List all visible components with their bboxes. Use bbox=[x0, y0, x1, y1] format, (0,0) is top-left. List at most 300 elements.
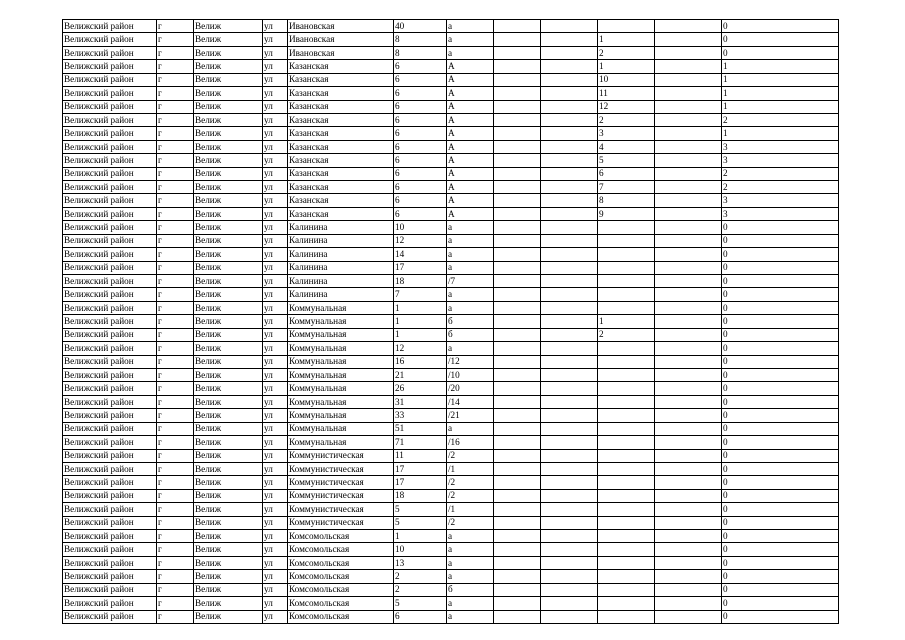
table-row bbox=[63, 436, 839, 449]
district-cell: Велижский район bbox=[63, 489, 157, 502]
building-cell bbox=[494, 248, 541, 261]
settlement-cell: Велиж bbox=[194, 20, 263, 33]
house-suffix-cell: а bbox=[447, 610, 494, 623]
block-cell bbox=[541, 100, 598, 113]
street-cell: Коммунальная bbox=[288, 409, 394, 422]
house-suffix-cell: А bbox=[447, 60, 494, 73]
street-type-cell: ул bbox=[263, 422, 288, 435]
street-type-cell: ул bbox=[263, 503, 288, 516]
house-number-cell: 6 bbox=[394, 87, 447, 100]
settlement-cell: Велиж bbox=[194, 275, 263, 288]
room-cell bbox=[655, 570, 722, 583]
house-number-cell: 6 bbox=[394, 194, 447, 207]
apartment-cell: 12 bbox=[598, 100, 655, 113]
table-row bbox=[63, 194, 839, 207]
district-cell: Велижский район bbox=[63, 194, 157, 207]
block-cell bbox=[541, 275, 598, 288]
count-cell: 0 bbox=[722, 395, 839, 408]
building-cell bbox=[494, 462, 541, 475]
settlement-cell: Велиж bbox=[194, 476, 263, 489]
house-number-cell: 18 bbox=[394, 275, 447, 288]
street-type-cell: ул bbox=[263, 127, 288, 140]
table-row bbox=[63, 154, 839, 167]
room-cell bbox=[655, 100, 722, 113]
room-cell bbox=[655, 87, 722, 100]
house-number-cell: 17 bbox=[394, 462, 447, 475]
room-cell bbox=[655, 194, 722, 207]
house-number-cell: 17 bbox=[394, 261, 447, 274]
apartment-cell bbox=[598, 610, 655, 623]
house-number-cell: 18 bbox=[394, 489, 447, 502]
settlement-type-cell: г bbox=[157, 422, 194, 435]
settlement-cell: Велиж bbox=[194, 73, 263, 86]
apartment-cell bbox=[598, 516, 655, 529]
street-type-cell: ул bbox=[263, 140, 288, 153]
settlement-type-cell: г bbox=[157, 288, 194, 301]
house-number-cell: 6 bbox=[394, 127, 447, 140]
table-row bbox=[63, 530, 839, 543]
building-cell bbox=[494, 167, 541, 180]
table-row bbox=[63, 597, 839, 610]
building-cell bbox=[494, 516, 541, 529]
street-cell: Казанская bbox=[288, 167, 394, 180]
settlement-type-cell: г bbox=[157, 583, 194, 596]
building-cell bbox=[494, 234, 541, 247]
building-cell bbox=[494, 610, 541, 623]
block-cell bbox=[541, 503, 598, 516]
settlement-type-cell: г bbox=[157, 194, 194, 207]
street-cell: Комсомольская bbox=[288, 530, 394, 543]
apartment-cell bbox=[598, 395, 655, 408]
block-cell bbox=[541, 87, 598, 100]
street-type-cell: ул bbox=[263, 315, 288, 328]
room-cell bbox=[655, 368, 722, 381]
settlement-cell: Велиж bbox=[194, 248, 263, 261]
house-suffix-cell: /1 bbox=[447, 503, 494, 516]
house-number-cell: 2 bbox=[394, 583, 447, 596]
block-cell bbox=[541, 181, 598, 194]
building-cell bbox=[494, 181, 541, 194]
street-type-cell: ул bbox=[263, 476, 288, 489]
apartment-cell bbox=[598, 20, 655, 33]
settlement-type-cell: г bbox=[157, 140, 194, 153]
street-cell: Комсомольская bbox=[288, 570, 394, 583]
settlement-type-cell: г bbox=[157, 530, 194, 543]
building-cell bbox=[494, 489, 541, 502]
block-cell bbox=[541, 543, 598, 556]
house-number-cell: 6 bbox=[394, 73, 447, 86]
address-table bbox=[62, 19, 839, 624]
district-cell: Велижский район bbox=[63, 33, 157, 46]
settlement-type-cell: г bbox=[157, 167, 194, 180]
settlement-cell: Велиж bbox=[194, 181, 263, 194]
street-cell: Комсомольская bbox=[288, 583, 394, 596]
settlement-cell: Велиж bbox=[194, 503, 263, 516]
block-cell bbox=[541, 556, 598, 569]
apartment-cell: 3 bbox=[598, 127, 655, 140]
block-cell bbox=[541, 33, 598, 46]
settlement-type-cell: г bbox=[157, 503, 194, 516]
street-type-cell: ул bbox=[263, 234, 288, 247]
apartment-cell bbox=[598, 570, 655, 583]
block-cell bbox=[541, 73, 598, 86]
building-cell bbox=[494, 73, 541, 86]
apartment-cell bbox=[598, 409, 655, 422]
room-cell bbox=[655, 315, 722, 328]
street-type-cell: ул bbox=[263, 221, 288, 234]
district-cell: Велижский район bbox=[63, 221, 157, 234]
count-cell: 0 bbox=[722, 20, 839, 33]
block-cell bbox=[541, 409, 598, 422]
street-cell: Казанская bbox=[288, 87, 394, 100]
apartment-cell bbox=[598, 436, 655, 449]
district-cell: Велижский район bbox=[63, 368, 157, 381]
house-suffix-cell: А bbox=[447, 167, 494, 180]
room-cell bbox=[655, 436, 722, 449]
settlement-type-cell: г bbox=[157, 315, 194, 328]
building-cell bbox=[494, 382, 541, 395]
street-type-cell: ул bbox=[263, 610, 288, 623]
district-cell: Велижский район bbox=[63, 597, 157, 610]
count-cell: 0 bbox=[722, 368, 839, 381]
table-row bbox=[63, 610, 839, 623]
street-cell: Казанская bbox=[288, 127, 394, 140]
settlement-type-cell: г bbox=[157, 476, 194, 489]
count-cell: 0 bbox=[722, 570, 839, 583]
street-cell: Казанская bbox=[288, 140, 394, 153]
room-cell bbox=[655, 610, 722, 623]
house-suffix-cell: а bbox=[447, 301, 494, 314]
house-suffix-cell: а bbox=[447, 597, 494, 610]
building-cell bbox=[494, 583, 541, 596]
street-type-cell: ул bbox=[263, 154, 288, 167]
room-cell bbox=[655, 127, 722, 140]
settlement-cell: Велиж bbox=[194, 154, 263, 167]
house-number-cell: 31 bbox=[394, 395, 447, 408]
count-cell: 3 bbox=[722, 194, 839, 207]
table-row bbox=[63, 516, 839, 529]
settlement-type-cell: г bbox=[157, 462, 194, 475]
room-cell bbox=[655, 207, 722, 220]
settlement-cell: Велиж bbox=[194, 207, 263, 220]
table-row bbox=[63, 395, 839, 408]
room-cell bbox=[655, 530, 722, 543]
street-cell: Коммунальная bbox=[288, 382, 394, 395]
street-cell: Коммунистическая bbox=[288, 503, 394, 516]
settlement-type-cell: г bbox=[157, 46, 194, 59]
table-row bbox=[63, 503, 839, 516]
room-cell bbox=[655, 422, 722, 435]
room-cell bbox=[655, 46, 722, 59]
house-suffix-cell: /16 bbox=[447, 436, 494, 449]
settlement-cell: Велиж bbox=[194, 368, 263, 381]
table-row bbox=[63, 382, 839, 395]
street-cell: Коммунистическая bbox=[288, 476, 394, 489]
house-suffix-cell: а bbox=[447, 530, 494, 543]
district-cell: Велижский район bbox=[63, 288, 157, 301]
street-type-cell: ул bbox=[263, 60, 288, 73]
count-cell: 1 bbox=[722, 60, 839, 73]
house-suffix-cell: а bbox=[447, 342, 494, 355]
house-suffix-cell: б bbox=[447, 315, 494, 328]
settlement-cell: Велиж bbox=[194, 288, 263, 301]
district-cell: Велижский район bbox=[63, 342, 157, 355]
district-cell: Велижский район bbox=[63, 315, 157, 328]
apartment-cell bbox=[598, 543, 655, 556]
street-type-cell: ул bbox=[263, 100, 288, 113]
block-cell bbox=[541, 288, 598, 301]
room-cell bbox=[655, 301, 722, 314]
building-cell bbox=[494, 154, 541, 167]
settlement-type-cell: г bbox=[157, 368, 194, 381]
street-type-cell: ул bbox=[263, 113, 288, 126]
district-cell: Велижский район bbox=[63, 181, 157, 194]
building-cell bbox=[494, 436, 541, 449]
apartment-cell bbox=[598, 368, 655, 381]
block-cell bbox=[541, 368, 598, 381]
table-row bbox=[63, 543, 839, 556]
street-type-cell: ул bbox=[263, 368, 288, 381]
house-suffix-cell: а bbox=[447, 20, 494, 33]
settlement-cell: Велиж bbox=[194, 409, 263, 422]
apartment-cell: 1 bbox=[598, 60, 655, 73]
room-cell bbox=[655, 140, 722, 153]
table-row bbox=[63, 583, 839, 596]
settlement-type-cell: г bbox=[157, 409, 194, 422]
house-number-cell: 1 bbox=[394, 315, 447, 328]
room-cell bbox=[655, 288, 722, 301]
district-cell: Велижский район bbox=[63, 127, 157, 140]
apartment-cell: 1 bbox=[598, 33, 655, 46]
apartment-cell: 1 bbox=[598, 315, 655, 328]
count-cell: 0 bbox=[722, 516, 839, 529]
room-cell bbox=[655, 221, 722, 234]
district-cell: Велижский район bbox=[63, 140, 157, 153]
house-suffix-cell: А bbox=[447, 154, 494, 167]
street-cell: Калинина bbox=[288, 234, 394, 247]
settlement-cell: Велиж bbox=[194, 382, 263, 395]
count-cell: 0 bbox=[722, 382, 839, 395]
block-cell bbox=[541, 489, 598, 502]
building-cell bbox=[494, 33, 541, 46]
room-cell bbox=[655, 503, 722, 516]
house-suffix-cell: а bbox=[447, 288, 494, 301]
settlement-cell: Велиж bbox=[194, 167, 263, 180]
street-type-cell: ул bbox=[263, 583, 288, 596]
street-type-cell: ул bbox=[263, 248, 288, 261]
count-cell: 1 bbox=[722, 127, 839, 140]
house-number-cell: 21 bbox=[394, 368, 447, 381]
house-suffix-cell: А bbox=[447, 113, 494, 126]
street-cell: Комсомольская bbox=[288, 610, 394, 623]
count-cell: 2 bbox=[722, 167, 839, 180]
building-cell bbox=[494, 597, 541, 610]
district-cell: Велижский район bbox=[63, 167, 157, 180]
district-cell: Велижский район bbox=[63, 248, 157, 261]
street-type-cell: ул bbox=[263, 355, 288, 368]
house-suffix-cell: /2 bbox=[447, 489, 494, 502]
street-cell: Коммунальная bbox=[288, 436, 394, 449]
district-cell: Велижский район bbox=[63, 20, 157, 33]
district-cell: Велижский район bbox=[63, 409, 157, 422]
street-type-cell: ул bbox=[263, 556, 288, 569]
count-cell: 0 bbox=[722, 315, 839, 328]
room-cell bbox=[655, 556, 722, 569]
house-number-cell: 1 bbox=[394, 328, 447, 341]
settlement-cell: Велиж bbox=[194, 100, 263, 113]
street-type-cell: ул bbox=[263, 261, 288, 274]
settlement-cell: Велиж bbox=[194, 355, 263, 368]
street-type-cell: ул bbox=[263, 73, 288, 86]
table-row bbox=[63, 207, 839, 220]
street-type-cell: ул bbox=[263, 530, 288, 543]
count-cell: 2 bbox=[722, 113, 839, 126]
building-cell bbox=[494, 570, 541, 583]
settlement-cell: Велиж bbox=[194, 489, 263, 502]
street-type-cell: ул bbox=[263, 516, 288, 529]
house-suffix-cell: /1 bbox=[447, 462, 494, 475]
house-number-cell: 6 bbox=[394, 154, 447, 167]
count-cell: 0 bbox=[722, 33, 839, 46]
table-row bbox=[63, 355, 839, 368]
house-suffix-cell: /20 bbox=[447, 382, 494, 395]
building-cell bbox=[494, 530, 541, 543]
district-cell: Велижский район bbox=[63, 556, 157, 569]
district-cell: Велижский район bbox=[63, 543, 157, 556]
settlement-type-cell: г bbox=[157, 234, 194, 247]
table-row bbox=[63, 261, 839, 274]
building-cell bbox=[494, 207, 541, 220]
street-type-cell: ул bbox=[263, 33, 288, 46]
apartment-cell: 8 bbox=[598, 194, 655, 207]
street-type-cell: ул bbox=[263, 409, 288, 422]
apartment-cell bbox=[598, 503, 655, 516]
apartment-cell: 5 bbox=[598, 154, 655, 167]
block-cell bbox=[541, 60, 598, 73]
table-row bbox=[63, 275, 839, 288]
block-cell bbox=[541, 261, 598, 274]
table-row bbox=[63, 368, 839, 381]
building-cell bbox=[494, 422, 541, 435]
street-type-cell: ул bbox=[263, 395, 288, 408]
building-cell bbox=[494, 342, 541, 355]
house-number-cell: 5 bbox=[394, 597, 447, 610]
settlement-cell: Велиж bbox=[194, 194, 263, 207]
count-cell: 3 bbox=[722, 154, 839, 167]
house-suffix-cell: а bbox=[447, 543, 494, 556]
house-suffix-cell: /21 bbox=[447, 409, 494, 422]
table-row bbox=[63, 462, 839, 475]
settlement-type-cell: г bbox=[157, 261, 194, 274]
settlement-type-cell: г bbox=[157, 73, 194, 86]
count-cell: 0 bbox=[722, 248, 839, 261]
table-row bbox=[63, 248, 839, 261]
table-row bbox=[63, 342, 839, 355]
house-number-cell: 11 bbox=[394, 449, 447, 462]
settlement-cell: Велиж bbox=[194, 301, 263, 314]
table-row bbox=[63, 422, 839, 435]
block-cell bbox=[541, 342, 598, 355]
settlement-type-cell: г bbox=[157, 597, 194, 610]
apartment-cell bbox=[598, 422, 655, 435]
building-cell bbox=[494, 261, 541, 274]
settlement-cell: Велиж bbox=[194, 113, 263, 126]
room-cell bbox=[655, 248, 722, 261]
house-suffix-cell: /2 bbox=[447, 449, 494, 462]
house-suffix-cell: А bbox=[447, 100, 494, 113]
house-number-cell: 6 bbox=[394, 100, 447, 113]
block-cell bbox=[541, 127, 598, 140]
room-cell bbox=[655, 154, 722, 167]
table-row bbox=[63, 46, 839, 59]
house-number-cell: 1 bbox=[394, 301, 447, 314]
district-cell: Велижский район bbox=[63, 462, 157, 475]
block-cell bbox=[541, 570, 598, 583]
street-type-cell: ул bbox=[263, 597, 288, 610]
settlement-type-cell: г bbox=[157, 60, 194, 73]
table-row bbox=[63, 221, 839, 234]
table-row bbox=[63, 288, 839, 301]
apartment-cell bbox=[598, 476, 655, 489]
district-cell: Велижский район bbox=[63, 395, 157, 408]
block-cell bbox=[541, 449, 598, 462]
apartment-cell: 2 bbox=[598, 328, 655, 341]
count-cell: 0 bbox=[722, 449, 839, 462]
settlement-type-cell: г bbox=[157, 275, 194, 288]
room-cell bbox=[655, 73, 722, 86]
count-cell: 0 bbox=[722, 409, 839, 422]
count-cell: 1 bbox=[722, 87, 839, 100]
apartment-cell: 9 bbox=[598, 207, 655, 220]
settlement-cell: Велиж bbox=[194, 597, 263, 610]
apartment-cell: 2 bbox=[598, 46, 655, 59]
street-cell: Калинина bbox=[288, 288, 394, 301]
count-cell: 0 bbox=[722, 342, 839, 355]
street-type-cell: ул bbox=[263, 436, 288, 449]
apartment-cell bbox=[598, 261, 655, 274]
street-type-cell: ул bbox=[263, 382, 288, 395]
street-cell: Коммунальная bbox=[288, 395, 394, 408]
apartment-cell bbox=[598, 234, 655, 247]
street-type-cell: ул bbox=[263, 449, 288, 462]
table-row bbox=[63, 449, 839, 462]
building-cell bbox=[494, 395, 541, 408]
house-number-cell: 17 bbox=[394, 476, 447, 489]
apartment-cell bbox=[598, 462, 655, 475]
house-suffix-cell: а bbox=[447, 46, 494, 59]
district-cell: Велижский район bbox=[63, 46, 157, 59]
apartment-cell: 6 bbox=[598, 167, 655, 180]
street-cell: Казанская bbox=[288, 194, 394, 207]
settlement-cell: Велиж bbox=[194, 87, 263, 100]
house-suffix-cell: А bbox=[447, 140, 494, 153]
district-cell: Велижский район bbox=[63, 73, 157, 86]
street-cell: Комсомольская bbox=[288, 597, 394, 610]
room-cell bbox=[655, 583, 722, 596]
count-cell: 2 bbox=[722, 181, 839, 194]
street-cell: Казанская bbox=[288, 181, 394, 194]
district-cell: Велижский район bbox=[63, 60, 157, 73]
house-suffix-cell: а bbox=[447, 570, 494, 583]
table-row bbox=[63, 73, 839, 86]
house-suffix-cell: б bbox=[447, 328, 494, 341]
settlement-cell: Велиж bbox=[194, 449, 263, 462]
district-cell: Велижский район bbox=[63, 530, 157, 543]
room-cell bbox=[655, 409, 722, 422]
table-row bbox=[63, 127, 839, 140]
building-cell bbox=[494, 449, 541, 462]
settlement-cell: Велиж bbox=[194, 530, 263, 543]
